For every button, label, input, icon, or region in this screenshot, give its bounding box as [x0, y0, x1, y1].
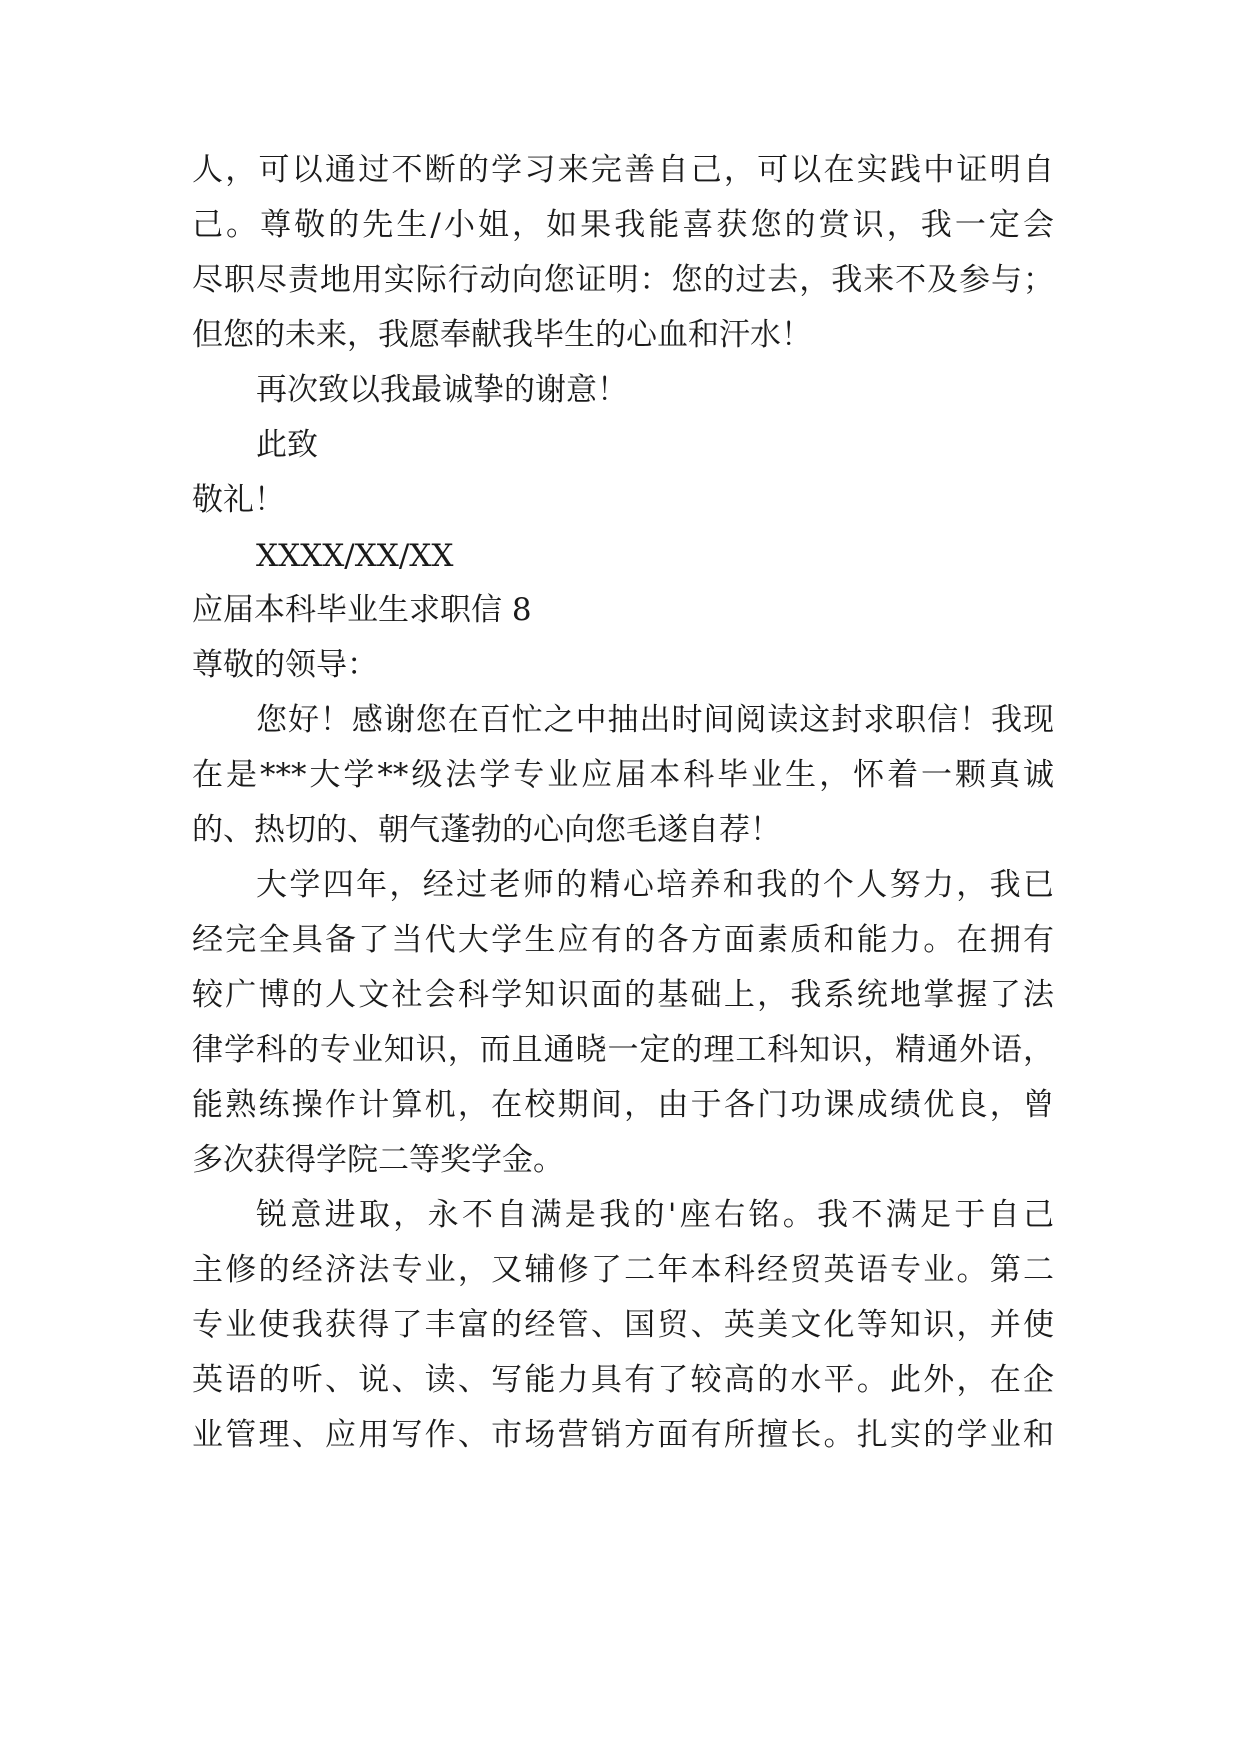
greeting: 尊敬的领导： — [192, 647, 378, 683]
text-line: 再次致以我最诚挚的谢意！ — [256, 372, 628, 408]
text-line: 的、热切的、朝气蓬勃的心向您毛遂自荐！ — [192, 812, 781, 848]
text-line: 能熟练操作计算机，在校期间，由于各门功课成绩优良，曾 — [192, 1087, 1054, 1123]
text-line: 锐意进取，永不自满是我的'座右铭。我不满足于自己 — [256, 1197, 1054, 1233]
section-title: 应届本科毕业生求职信 8 — [192, 592, 532, 628]
text-line: 经完全具备了当代大学生应有的各方面素质和能力。在拥有 — [192, 922, 1054, 958]
text-line: 专业使我获得了丰富的经管、国贸、英美文化等知识，并使 — [192, 1307, 1054, 1343]
text-line: 业管理、应用写作、市场营销方面有所擅长。扎实的学业和 — [192, 1417, 1054, 1453]
text-line: 律学科的专业知识，而且通晓一定的理工科知识，精通外语， — [192, 1032, 1054, 1068]
text-line: 人，可以通过不断的学习来完善自己，可以在实践中证明自 — [192, 152, 1054, 188]
text-line: 但您的未来，我愿奉献我毕生的心血和汗水！ — [192, 317, 812, 353]
text-line: 己。尊敬的先生/小姐，如果我能喜获您的赏识，我一定会 — [192, 207, 1054, 243]
text-line: 多次获得学院二等奖学金。 — [192, 1142, 564, 1178]
closing-salutation: 此致 — [256, 427, 318, 463]
text-line: 较广博的人文社会科学知识面的基础上，我系统地掌握了法 — [192, 977, 1054, 1013]
closing-regards: 敬礼！ — [192, 482, 285, 518]
text-line: 英语的听、说、读、写能力具有了较高的水平。此外，在企 — [192, 1362, 1054, 1398]
text-line: 在是***大学**级法学专业应届本科毕业生，怀着一颗真诚 — [192, 757, 1054, 793]
text-line: 大学四年，经过老师的精心培养和我的个人努力，我已 — [256, 867, 1054, 903]
text-line: 您好！感谢您在百忙之中抽出时间阅读这封求职信！我现 — [256, 702, 1054, 738]
text-line: 尽职尽责地用实际行动向您证明：您的过去，我来不及参与； — [192, 262, 1054, 298]
letter-date: XXXX/XX/XX — [256, 538, 454, 574]
text-line: 主修的经济法专业，又辅修了二年本科经贸英语专业。第二 — [192, 1252, 1054, 1288]
